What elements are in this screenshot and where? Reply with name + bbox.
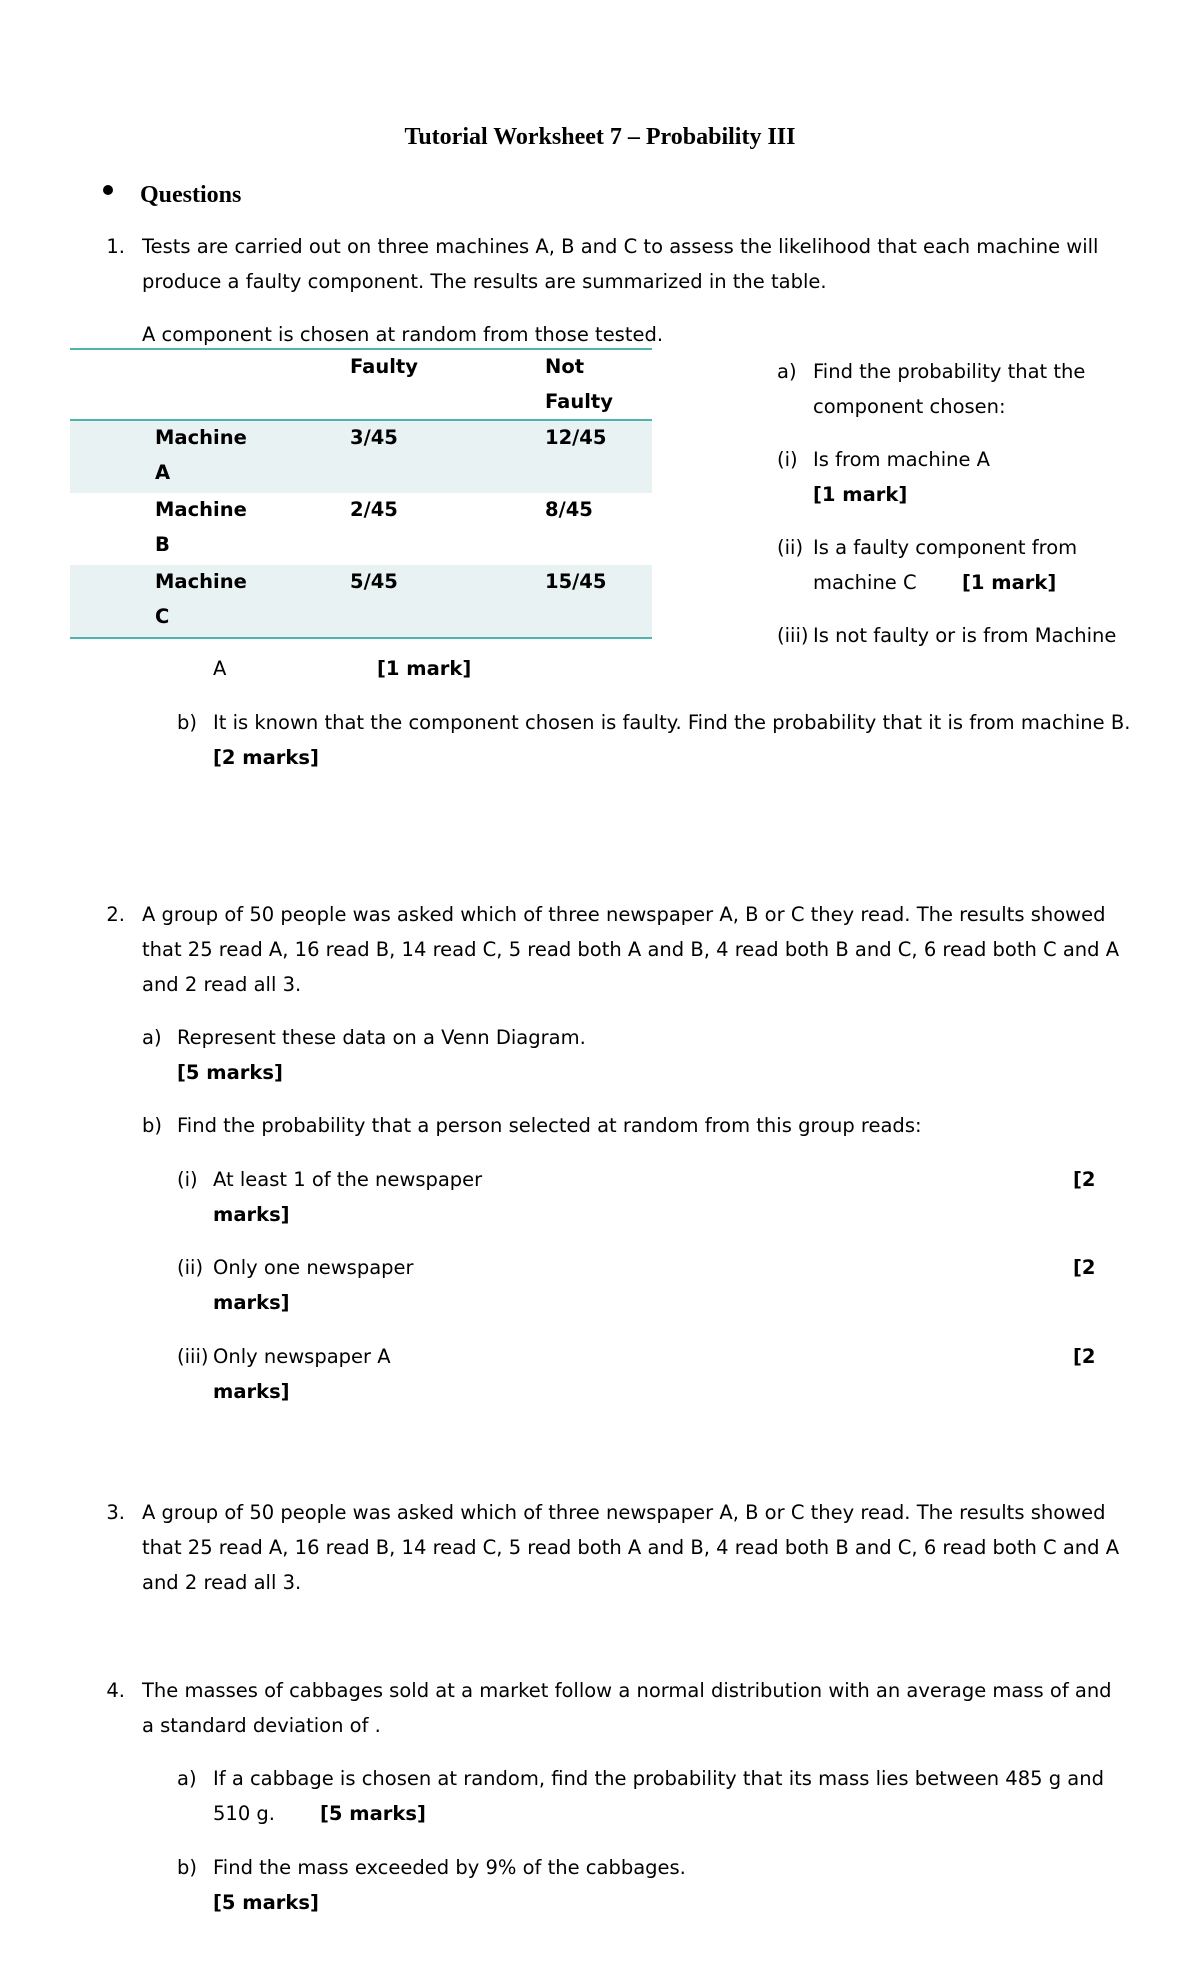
subpart-text: Is from machine A [813,448,991,471]
mark-label: [1 mark] [377,657,472,680]
mark-label: [1 mark] [962,571,1057,594]
mark-label: marks] [213,1380,290,1403]
question-number: 3. [106,1501,125,1524]
not-faulty-cell: 8/45 [545,498,593,521]
table-header-row [70,349,652,420]
part-label: b) [177,1856,197,1879]
subpart-text: Only one newspaper [213,1256,414,1279]
mark-label: marks] [213,1291,290,1314]
bullet-icon [103,185,113,195]
question-text-line: that 25 read A, 16 read B, 14 read C, 5 read both A and B, 4 read both B and C, 6 read both C and A [142,1536,1120,1559]
subpart-label: (iii) [177,1345,209,1368]
mark-label: [5 marks] [213,1891,319,1914]
question-text-line: and 2 read all 3. [142,1571,302,1594]
header-not-faulty: Not Faulty [545,349,652,420]
mark-label: [5 marks] [177,1061,283,1084]
subpart-text: Only newspaper A [213,1345,391,1368]
machine-cell: Machine B [155,498,247,556]
part-label: a) [777,360,797,383]
machine-results-table [70,348,652,639]
part-text: Find the probability that a person selected at random from this group reads: [177,1114,922,1137]
question-text-line: A group of 50 people was asked which of three newspaper A, B or C they read. The results showed [142,1501,1106,1524]
section-heading: Questions [140,182,242,208]
part-text-line: Find the probability that the [813,360,1086,383]
part-text-line: component chosen: [813,395,1006,418]
question-number: 1. [106,235,125,258]
mark-label: marks] [213,1203,290,1226]
part-label: a) [177,1767,197,1790]
part-label: a) [142,1026,162,1049]
subpart-label: (i) [777,448,798,471]
subpart-text: machine C [813,571,917,594]
machine-cell: Machine C [155,565,350,638]
faulty-cell: 5/45 [350,565,545,638]
mark-label: [2 [1073,1345,1096,1368]
table-row [70,420,652,493]
part-label: b) [177,711,197,734]
faulty-cell: 3/45 [350,420,545,493]
part-text: Represent these data on a Venn Diagram. [177,1026,586,1049]
question-text-line: and 2 read all 3. [142,973,302,996]
subpart-label: (ii) [777,536,804,559]
subpart-label: (i) [177,1168,198,1191]
question-text-line: a standard deviation of . [142,1714,381,1737]
question-number: 2. [106,903,125,926]
question-intro: A component is chosen at random from those tested. [142,323,664,346]
table-row [70,493,652,565]
question-text-line: produce a faulty component. The results are summarized in the table. [142,270,827,293]
faulty-cell: 2/45 [350,498,398,521]
question-text-line: A group of 50 people was asked which of three newspaper A, B or C they read. The results showed [142,903,1106,926]
mark-label: [2 marks] [213,746,319,769]
machine-cell: Machine A [155,420,350,493]
not-faulty-cell: 15/45 [545,565,652,638]
part-text: It is known that the component chosen is faulty. Find the probability that it is from machine B. [213,711,1131,734]
page-title: Tutorial Worksheet 7 – Probability III [404,124,796,150]
mark-label: [5 marks] [320,1802,426,1825]
header-faulty: Faulty [350,349,545,420]
question-text-line: The masses of cabbages sold at a market follow a normal distribution with an average mass of and [142,1679,1112,1702]
subpart-text: Is not faulty or is from Machine [813,624,1117,647]
table-row [70,565,652,638]
mark-label: [2 [1073,1256,1096,1279]
question-text-line: that 25 read A, 16 read B, 14 read C, 5 read both A and B, 4 read both B and C, 6 read both C and A [142,938,1120,961]
question-number: 4. [106,1679,125,1702]
subpart-label: (ii) [177,1256,204,1279]
part-label: b) [142,1114,162,1137]
subpart-text: A [213,657,227,680]
part-text: Find the mass exceeded by 9% of the cabbages. [213,1856,686,1879]
subpart-text: At least 1 of the newspaper [213,1168,483,1191]
part-text-line: 510 g. [213,1802,275,1825]
subpart-label: (iii) [777,624,809,647]
mark-label: [1 mark] [813,483,908,506]
part-text-line: If a cabbage is chosen at random, find the probability that its mass lies between 485 g and [213,1767,1104,1790]
question-text-line: Tests are carried out on three machines A, B and C to assess the likelihood that each machine will [142,235,1099,258]
mark-label: [2 [1073,1168,1096,1191]
subpart-text: Is a faulty component from [813,536,1078,559]
not-faulty-cell: 12/45 [545,420,652,493]
